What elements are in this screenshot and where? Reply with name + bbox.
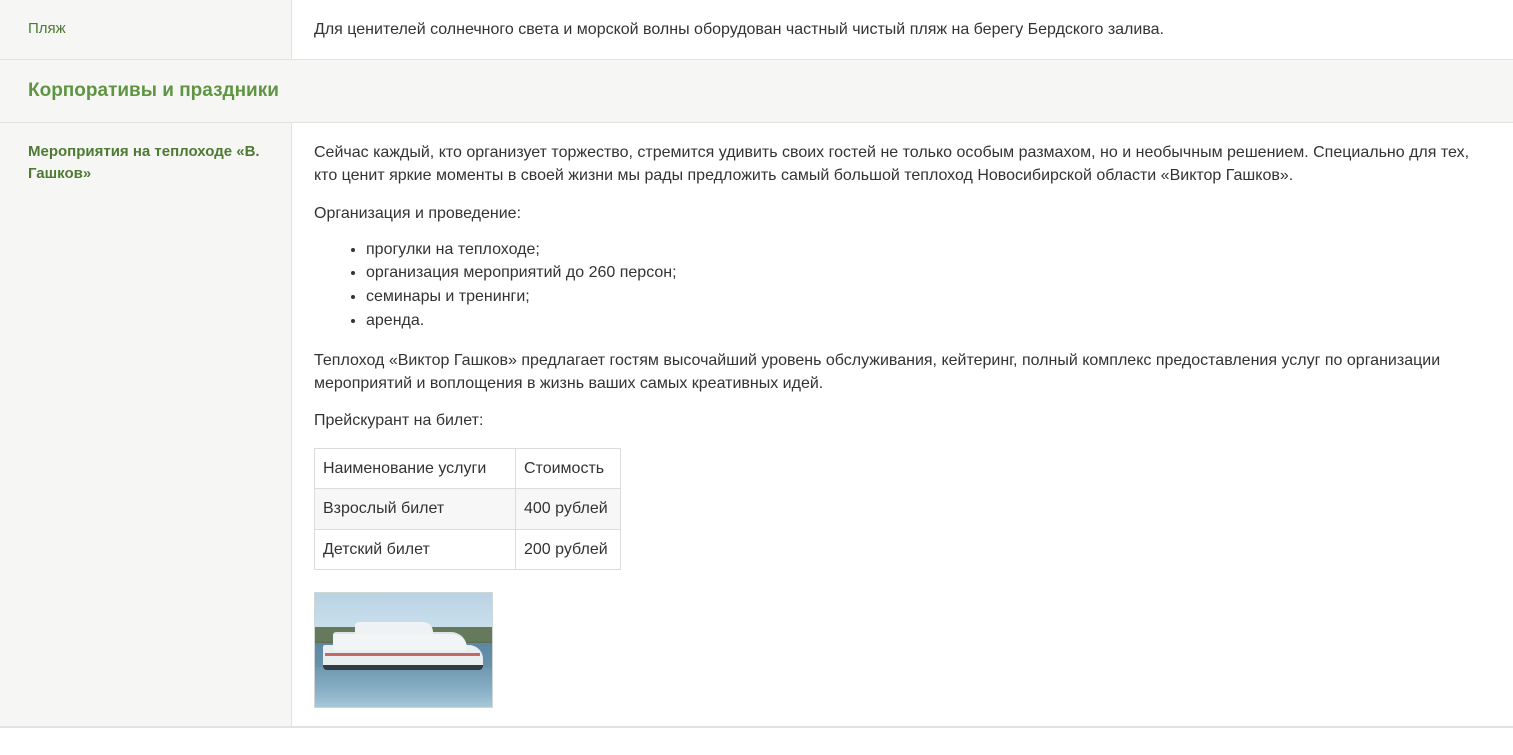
table-header-service: Наименование услуги bbox=[315, 449, 516, 489]
cell-service-price: 200 рублей bbox=[516, 529, 621, 569]
photo-ship-stripe bbox=[325, 653, 480, 656]
boat-paragraph-1: Сейчас каждый, кто организует торжество, стремится удивить своих гостей не только особым размахом, но и необычным решением. Специально для тех, кто ценит яркие моменты в своей жизни мы рады предложить самый большой теплоход Новосибирской области «Виктор Гашков». bbox=[314, 144, 1470, 185]
photo-ship-deck bbox=[333, 632, 467, 650]
price-table-head bbox=[315, 449, 621, 489]
photo-ship-cabin bbox=[355, 622, 433, 634]
row-label-text: Мероприятия на теплоходе «В. Гашков» bbox=[28, 143, 260, 182]
row-body-beach bbox=[292, 0, 1513, 59]
boat-services-list bbox=[314, 239, 1487, 333]
boat-paragraph-3: Теплоход «Виктор Гашков» предлагает гостям высочайший уровень обслуживания, кейтеринг, полный комплекс предоставления услуг по организации мероприятий и воплощения в жизнь ваших самых креативных идей. bbox=[314, 351, 1441, 392]
row-label-text: Пляж bbox=[28, 20, 66, 37]
row-label-boat-events bbox=[0, 123, 292, 726]
cell-service-name: Взрослый билет bbox=[315, 489, 516, 529]
section-title: Корпоративы и праздники bbox=[28, 80, 279, 102]
price-table bbox=[314, 448, 621, 570]
table-row bbox=[315, 529, 621, 569]
beach-description: Для ценителей солнечного света и морской волны оборудован частный чистый пляж на берегу Бердского залива. bbox=[314, 21, 1164, 38]
boat-photo bbox=[314, 592, 493, 708]
table-row bbox=[315, 489, 621, 529]
section-header-corporate bbox=[0, 60, 1513, 123]
list-item: • организация мероприятий до 260 персон; bbox=[366, 262, 1487, 285]
price-table-body bbox=[315, 489, 621, 569]
photo-water bbox=[315, 667, 492, 707]
list-item: • семинары и тренинги; bbox=[366, 286, 1487, 309]
table-header-price: Стоимость bbox=[516, 449, 621, 489]
table-row bbox=[0, 0, 1513, 60]
cell-service-name: Детский билет bbox=[315, 529, 516, 569]
row-divider bbox=[0, 727, 1513, 728]
boat-paragraph-4: Прейскурант на билет: bbox=[314, 412, 484, 429]
table-row bbox=[0, 123, 1513, 727]
cell-service-price: 400 рублей bbox=[516, 489, 621, 529]
table-header-row bbox=[315, 449, 621, 489]
row-label-beach bbox=[0, 0, 292, 59]
list-item: • аренда. bbox=[366, 310, 1487, 333]
boat-paragraph-2: Организация и проведение: bbox=[314, 204, 522, 222]
row-body-boat-events bbox=[292, 123, 1513, 726]
list-item: • прогулки на теплоходе; bbox=[366, 239, 1487, 262]
